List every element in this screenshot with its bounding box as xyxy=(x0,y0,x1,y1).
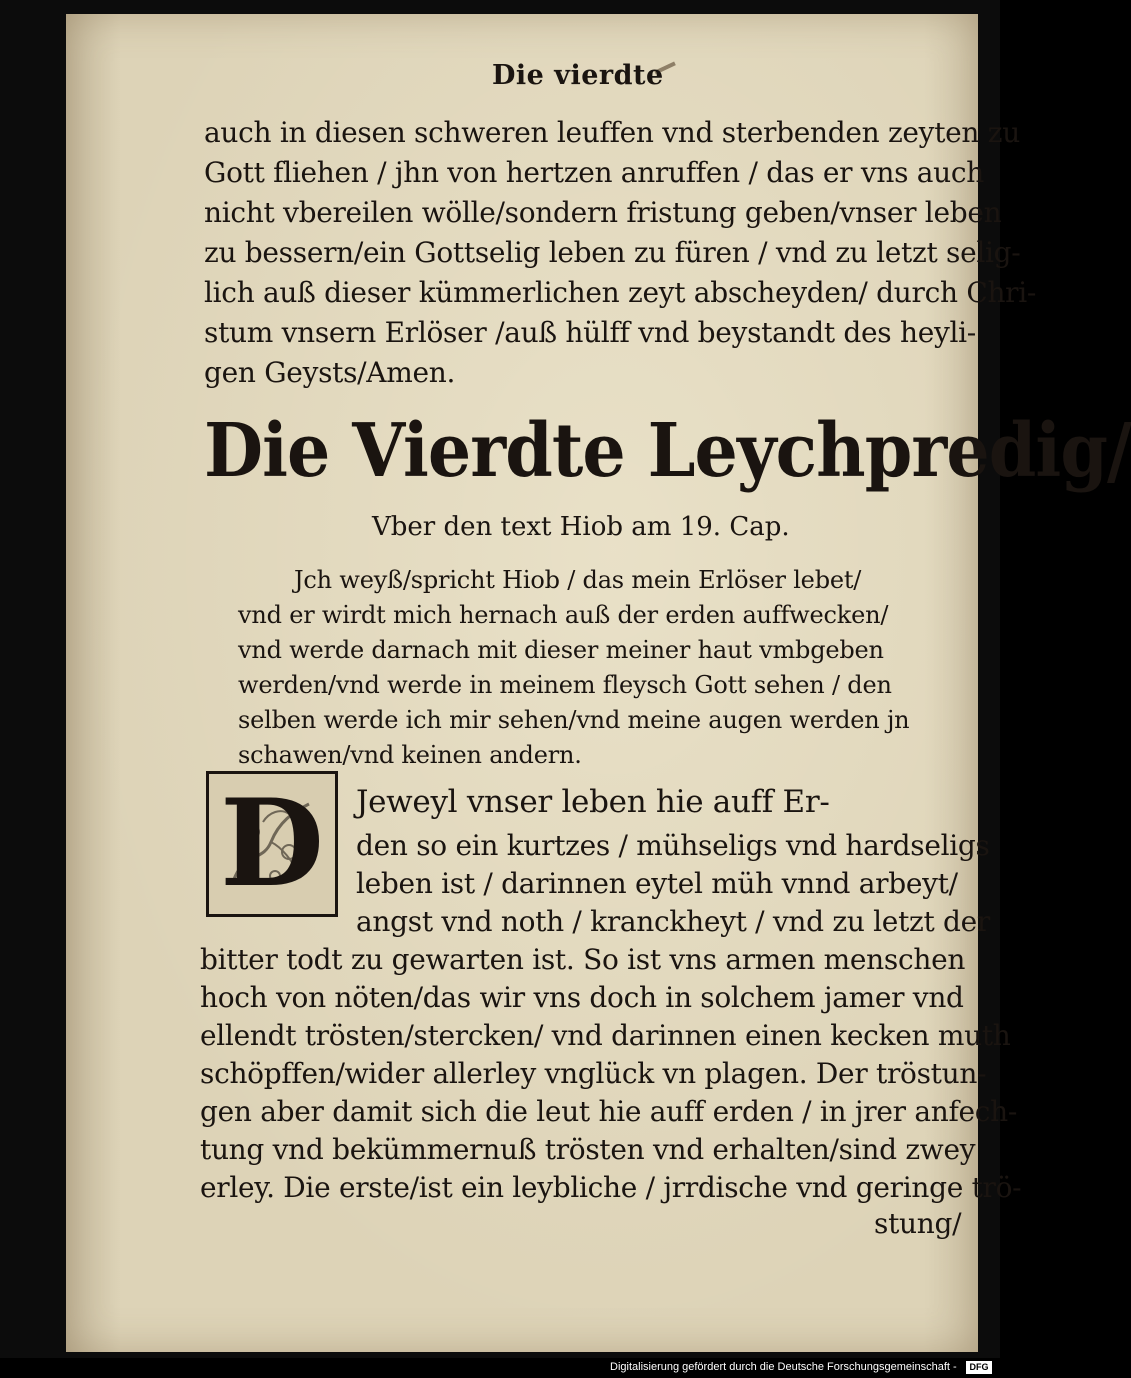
text-line: angst vnd noth / kranckheyt / vnd zu letzt der xyxy=(356,905,991,938)
text-line: gen Geysts/Amen. xyxy=(204,356,456,389)
text-line: lich auß dieser kümmerlichen zeyt abscheyden/ durch Chri- xyxy=(204,276,1037,309)
decorated-initial xyxy=(206,771,338,917)
quote-line: schawen/vnd keinen andern. xyxy=(238,741,582,769)
text-line: tung vnd bekümmernuß trösten vnd erhalten/sind zwey xyxy=(200,1133,976,1166)
text-line: Gott fliehen / jhn von hertzen anruffen / das er vns auch xyxy=(204,156,985,189)
text-line: leben ist / darinnen eytel müh vnnd arbeyt/ xyxy=(356,867,958,900)
text-line: Jeweyl vnser leben hie auff Er- xyxy=(356,784,830,820)
quote-line: vnd werde darnach mit dieser meiner haut vmbgeben xyxy=(238,636,884,664)
text-line: stum vnsern Erlöser /auß hülff vnd beystandt des heyli- xyxy=(204,316,976,349)
sermon-title: Die Vierdte Leychpredig/ xyxy=(204,408,1131,494)
quote-line: selben werde ich mir sehen/vnd meine augen werden jn xyxy=(238,706,910,734)
text-line: den so ein kurtzes / mühseligs vnd hardseligs xyxy=(356,829,990,862)
text-line: nicht vbereilen wölle/sondern fristung geben/vnser leben xyxy=(204,196,1002,229)
initial-letter: D xyxy=(219,773,325,914)
text-line: erley. Die erste/ist ein leybliche / jrrdische vnd geringe trö- xyxy=(200,1171,1022,1204)
text-line: hoch von nöten/das wir vns doch in solchem jamer vnd xyxy=(200,981,964,1014)
quote-line: werden/vnd werde in meinem fleysch Gott sehen / den xyxy=(238,671,892,699)
text-line: schöpffen/wider allerley vnglück vn plagen. Der tröstun- xyxy=(200,1057,987,1090)
text-line: ellendt trösten/stercken/ vnd darinnen einen kecken muth xyxy=(200,1019,1011,1052)
text-line: auch in diesen schweren leuffen vnd sterbenden zeyten zu xyxy=(204,116,1020,149)
text-line: gen aber damit sich die leut hie auff erden / in jrer anfech- xyxy=(200,1095,1018,1128)
dfg-logo: DFG xyxy=(966,1361,992,1374)
funding-notice: Digitalisierung gefördert durch die Deutsche Forschungsgemeinschaft - xyxy=(610,1361,957,1373)
catchword: stung/ xyxy=(874,1207,962,1240)
quote-line: vnd er wirdt mich hernach auß der erden auffwecken/ xyxy=(238,601,889,629)
text-line: zu bessern/ein Gottselig leben zu füren / vnd zu letzt selig- xyxy=(204,236,1021,269)
book-page xyxy=(66,14,1131,1352)
text-line: bitter todt zu gewarten ist. So ist vns armen menschen xyxy=(200,943,966,976)
quote-line: Jch weyß/spricht Hiob / das mein Erlöser lebet/ xyxy=(294,566,862,594)
sermon-subtitle: Vber den text Hiob am 19. Cap. xyxy=(372,512,790,542)
running-head: Die vierdte xyxy=(492,60,664,91)
